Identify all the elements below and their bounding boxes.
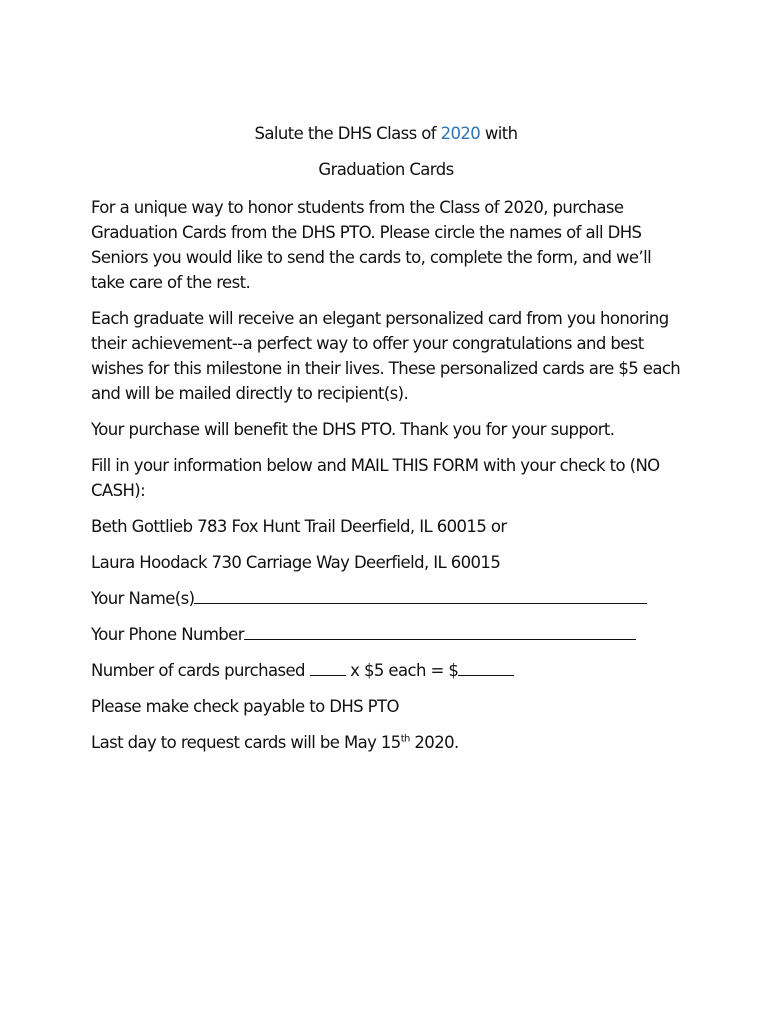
mailing-address-2: Laura Hoodack 730 Carriage Way Deerfield, IL 60015: [91, 553, 501, 572]
title-line-2: Graduation Cards: [318, 160, 454, 179]
cards-price-label: x $5 each = $: [345, 661, 459, 680]
deadline-note: [91, 730, 681, 755]
document-page: [91, 121, 681, 766]
instructions-paragraph: Fill in your information below and MAIL THIS FORM with your check to (NO CASH):: [91, 456, 660, 500]
cards-total-blank[interactable]: [458, 659, 514, 676]
name-field-row: [91, 586, 681, 611]
cards-field-row: [91, 658, 681, 683]
cards-label: Number of cards purchased: [91, 661, 310, 680]
cards-quantity-blank[interactable]: [310, 659, 346, 676]
mailing-address-1: Beth Gottlieb 783 Fox Hunt Trail Deerfield, IL 60015 or: [91, 517, 507, 536]
description-paragraph: Each graduate will receive an elegant personalized card from you honoring their achievement--a perfect way to offer your congratulations and best wishes for this milestone in their lives. These personalized cards are $5 each and will be mailed directly to recipient(s).: [91, 309, 681, 403]
deadline-year: 2020.: [409, 733, 459, 752]
phone-field-row: [91, 622, 681, 647]
title-line-1: [91, 121, 681, 147]
payable-note: Please make check payable to DHS PTO: [91, 697, 399, 716]
phone-blank[interactable]: [244, 623, 636, 640]
phone-label: Your Phone Number: [91, 625, 244, 644]
name-blank[interactable]: [194, 587, 647, 604]
title-text: Salute the DHS Class of: [254, 124, 441, 143]
deadline-text: Last day to request cards will be May 15: [91, 733, 401, 752]
title-text-end: with: [480, 124, 518, 143]
title-year: 2020: [440, 124, 481, 143]
thanks-paragraph: Your purchase will benefit the DHS PTO. Thank you for your support.: [91, 420, 615, 439]
deadline-superscript: th: [400, 733, 410, 745]
name-label: Your Name(s): [91, 589, 195, 608]
intro-paragraph: For a unique way to honor students from the Class of 2020, purchase Graduation Cards from the DHS PTO. Please circle the names of all DHS Seniors you would like to send the cards to, complete the form, and we’ll take care of the rest.: [91, 198, 652, 292]
